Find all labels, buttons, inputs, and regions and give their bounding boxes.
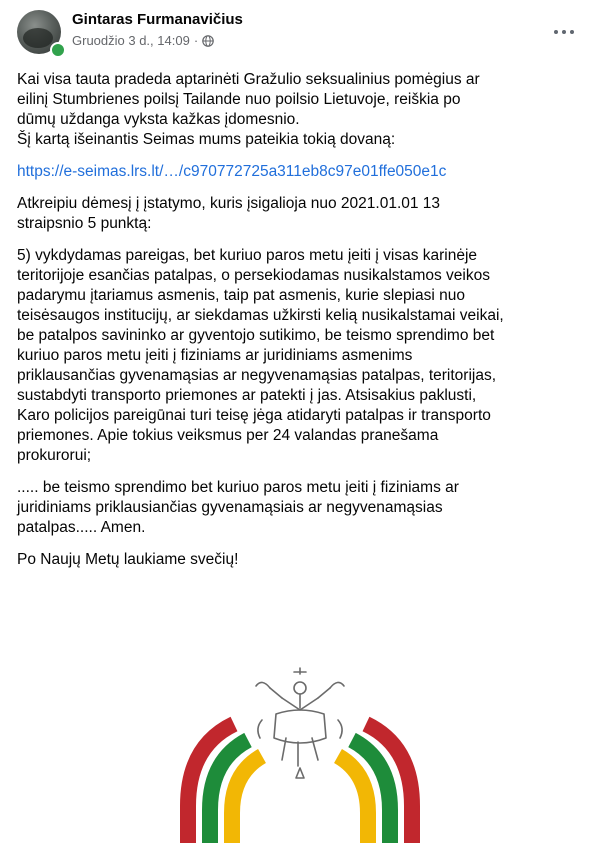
paragraph-reference xyxy=(17,194,583,234)
text-line: patalpas..... Amen. xyxy=(17,519,146,536)
text-line: dūmų uždanga vyksta kažkas įdomesnio. xyxy=(17,111,300,128)
post-body xyxy=(17,70,583,582)
text-line: teisėsaugos institucijų, ar siekdamas užkirsti kelią nusikalstamai veikai, xyxy=(17,307,504,324)
text-line: Šį kartą išeinantis Seimas mums pateikia tokią dovaną: xyxy=(17,131,396,148)
closing-line: Po Naujų Metų laukiame svečių! xyxy=(17,551,239,568)
seimas-link[interactable]: https://e-seimas.lrs.lt/…/c970772725a311eb8c97e01ffe050e1c xyxy=(17,163,447,180)
paragraph-quote xyxy=(17,246,583,466)
text-line: juridiniams priklausiančias gyvenamąsiais ar negyvenamąsias xyxy=(17,499,443,516)
online-status-dot xyxy=(50,42,66,58)
text-line: be patalpos savininko ar gyventojo sutikimo, be teismo sprendimo bet xyxy=(17,327,495,344)
text-line: priemones. Apie tokius veiksmus per 24 valandas pranešama xyxy=(17,427,439,444)
post-image[interactable] xyxy=(0,628,600,843)
globe-icon[interactable] xyxy=(202,35,214,47)
text-line: teritorijoje esančias patalpas, o persekiodamas nusikalstamos veikos xyxy=(17,267,490,284)
arc-yellow-left xyxy=(232,756,262,843)
arc-yellow-right xyxy=(338,756,368,843)
emblem-arcs xyxy=(188,724,412,843)
paragraph-intro xyxy=(17,70,583,150)
paragraph-link xyxy=(17,162,583,182)
text-line: priklausančias gyvenamąsias ar negyvenamąsias patalpas, teritorijas, xyxy=(17,367,497,384)
text-line: Atkreipiu dėmesį į įstatymo, kuris įsigalioja nuo 2021.01.01 13 xyxy=(17,195,441,212)
text-line: prokurorui; xyxy=(17,447,92,464)
text-line: Kai visa tauta pradeda aptarinėti Gražulio seksualinius pomėgius ar xyxy=(17,71,480,88)
text-line: padarymu įtariamus asmenis, taip pat asmenis, kurie slepiasi nuo xyxy=(17,287,465,304)
text-line: sustabdyti transporto priemones ar patekti į jas. Atsisakius paklusti, xyxy=(17,387,477,404)
paragraph-closing xyxy=(17,550,583,570)
text-line: kuriuo paros metu įeiti į fiziniams ar juridiniams asmenims xyxy=(17,347,413,364)
author-name[interactable]: Gintaras Furmanavičius xyxy=(72,11,243,28)
text-line: 5) vykdydamas pareigas, bet kuriuo paros metu įeiti į visas karinėje xyxy=(17,247,478,264)
text-line: straipsnio 5 punktą: xyxy=(17,215,152,232)
emblem-image xyxy=(0,628,600,843)
post-timestamp[interactable]: Gruodžio 3 d., 14:09 xyxy=(72,33,190,48)
text-line: ..... be teismo sprendimo bet kuriuo paros metu įeiti į fiziniams ar xyxy=(17,479,459,496)
meta-separator: · xyxy=(193,33,199,48)
text-line: eilinį Stumbrienes poilsį Tailande nuo poilsio Lietuvoje, reiškia po xyxy=(17,91,461,108)
post-meta xyxy=(72,33,214,48)
more-options-icon[interactable] xyxy=(552,20,576,44)
paragraph-comment xyxy=(17,478,583,538)
text-line: Karo policijos pareigūnai turi teisę jėga atidaryti patalpas ir transporto xyxy=(17,407,491,424)
vytis-knight-icon xyxy=(256,668,344,778)
post-header xyxy=(0,0,600,64)
